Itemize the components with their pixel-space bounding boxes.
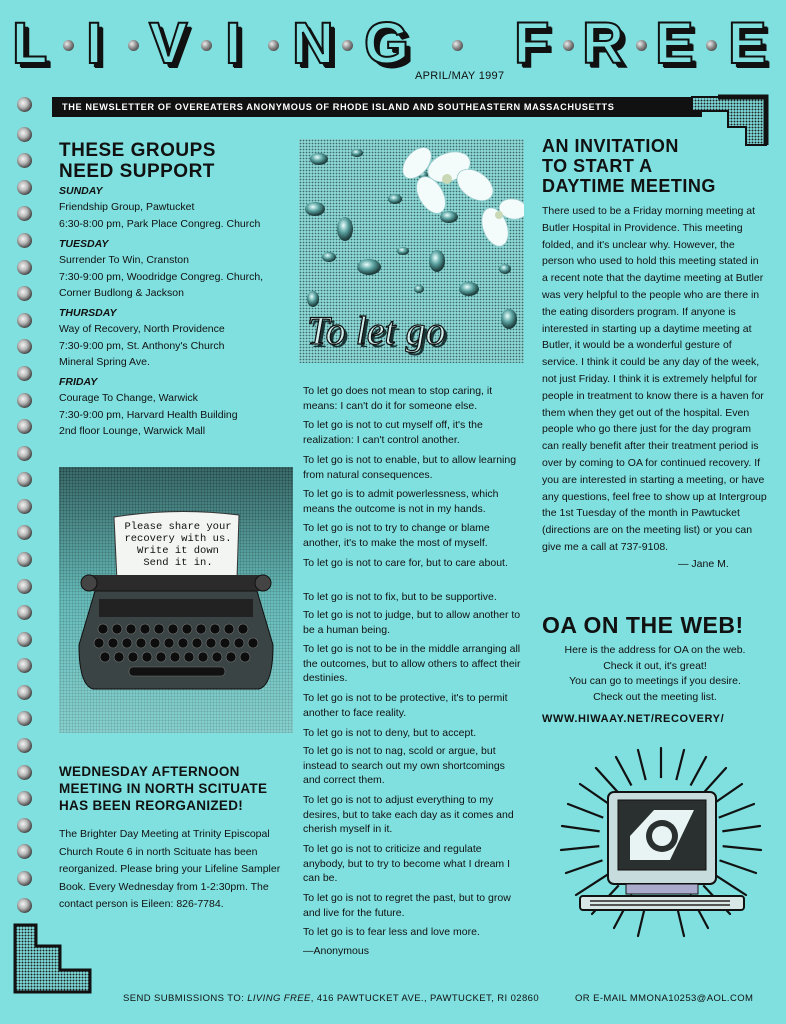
web-url-link[interactable]: WWW.HIWAAY.NET/RECOVERY/ (542, 713, 725, 725)
footer-publication: LIVING FREE (247, 993, 311, 1004)
masthead-letter: E (728, 11, 767, 76)
masthead-dot (636, 40, 647, 51)
poem-line: To let go is to admit powerlessness, which means the outcome is not in my hands. (303, 488, 499, 515)
binding-hole (17, 711, 32, 726)
group-day: THURSDAY (59, 307, 117, 319)
group-line: Surrender To Win, Cranston (59, 254, 189, 266)
masthead-dot (452, 40, 463, 51)
scituate-heading-line: HAS BEEN REORGANIZED! (59, 798, 244, 813)
web-line: Check out the meeting list. (593, 690, 717, 703)
binding-hole (17, 871, 32, 886)
group-day: TUESDAY (59, 238, 109, 250)
binding-hole (17, 898, 32, 913)
poem-line: To let go is not to cut myself off, it's the realization: I can't control another. (303, 419, 483, 446)
issue-date: APRIL/MAY 1997 (415, 70, 505, 82)
tagline-banner: THE NEWSLETTER OF OVEREATERS ANONYMOUS OF RHODE ISLAND AND SOUTHEASTERN MASSACHUSETTS (52, 97, 702, 117)
masthead-dot (706, 40, 717, 51)
footer-send-label: SEND SUBMISSIONS TO: (123, 993, 245, 1004)
group-line: 7:30-9:00 pm, Harvard Health Building (59, 408, 238, 421)
binding-hole (17, 844, 32, 859)
binding-hole (17, 180, 32, 195)
footer-email[interactable]: OR E-MAIL MMONA10253@AOL.COM (575, 993, 754, 1004)
poem-line: To let go is not to try to change or blame another, it's to make the most of myself. (303, 522, 490, 549)
group-line: Corner Budlong & Jackson (59, 287, 184, 299)
group-line: 7:30-9:00 pm, St. Anthony's Church (59, 339, 225, 352)
web-heading: OA ON THE WEB! (542, 612, 744, 638)
scituate-heading-line: WEDNESDAY AFTERNOON (59, 764, 240, 779)
typewriter-image (59, 467, 293, 733)
binding-hole (17, 472, 32, 487)
poem-line: To let go is not to criticize and regulate anybody, but to try to become what I dream I can be. (303, 843, 510, 884)
groups-heading-line: THESE GROUPS (59, 140, 216, 161)
masthead-dot (201, 40, 212, 51)
group-line: Mineral Spring Ave. (59, 356, 150, 368)
binding-hole (17, 419, 32, 434)
binding-hole (17, 393, 32, 408)
paper-line: Send it in. (143, 557, 213, 569)
masthead-dot (63, 40, 74, 51)
binding-hole (17, 260, 32, 275)
poem-line: To let go is not to deny, but to accept. (303, 727, 477, 739)
binding-hole (17, 818, 32, 833)
poem-line: To let go does not mean to stop caring, it means: I can't do it for someone else. (303, 385, 493, 412)
invitation-heading-line: TO START A (542, 156, 653, 176)
poem-line: To let go is not to care for, but to care about. (303, 557, 508, 569)
masthead-letter: I (225, 11, 242, 76)
invitation-body: There used to be a Friday morning meeting at Butler Hospital in Providence. This meeting folded, and it's unclear why. However, the person who used to hold this meeting stated in a recent note that the daytime meeting at Butler was very helpful to the people who are there in the eating disorders program. If anyone is interested in starting up a daytime meeting at Butler, it would be a wonderful gesture of service. I think it could be any day of the week, not just Friday. I think it is extremely helpful for people in treatment to know there is a haven for them when they get out of the hospital. Even people who go there just for the day program can really benefit after their treatment period is over by coming to OA for continued recovery. If you are interested in starting a meeting, or have any questions, feel free to show up at Intergroup the 1st Tuesday of the month in Pawtucket (directions are on the meeting list) or you can give me a call at 737-9108. (542, 205, 767, 553)
poem-line: To let go is not to fix, but to be supportive. (303, 591, 497, 603)
group-details (59, 199, 289, 232)
masthead-dot (268, 40, 279, 51)
binding-hole (17, 552, 32, 567)
scituate-heading-line: MEETING IN NORTH SCITUATE (59, 781, 268, 796)
binding-hole (17, 579, 32, 594)
photo-title: To let go (307, 308, 446, 353)
group-line: Friendship Group, Pawtucket (59, 201, 195, 213)
poem-author: —Anonymous (303, 945, 369, 957)
masthead-letter: I (86, 11, 103, 76)
binding-hole (17, 525, 32, 540)
masthead-dot (128, 40, 139, 51)
groups-heading (59, 140, 216, 182)
poem-line: To let go is not to adjust everything to my desires, but to take each day as it comes and cherish myself in it. (303, 794, 514, 835)
binding-hole (17, 366, 32, 381)
group-line: 6:30-8:00 pm, Park Place Congreg. Church (59, 217, 261, 230)
computer-icon (556, 740, 766, 940)
binding-hole (17, 765, 32, 780)
group-line: 7:30-9:00 pm, Woodridge Congreg. Church, (59, 270, 264, 283)
poem-line: To let go is to fear less and love more. (303, 926, 480, 938)
binding-hole (17, 685, 32, 700)
group-line: Courage To Change, Warwick (59, 392, 198, 404)
poem-line: To let go is not to enable, but to allow learning from natural consequences. (303, 454, 517, 481)
group-line: Way of Recovery, North Providence (59, 323, 225, 335)
stairs-decoration (12, 922, 94, 996)
masthead-dot (342, 40, 353, 51)
scituate-body: The Brighter Day Meeting at Trinity Episcopal Church Route 6 in north Scituate has been reorganized. Please bring your Lifeline Sampler Book. Every Wednesday from 1-2:30pm. The contact person is Eileen: 826-7784. (59, 828, 281, 910)
invitation-heading (542, 136, 716, 196)
flower-photo (299, 139, 524, 363)
group-day: FRIDAY (59, 376, 98, 388)
footer-address: , 416 PAWTUCKET AVE., PAWTUCKET, RI 02860 (310, 993, 540, 1004)
binding-hole (17, 153, 32, 168)
poem-line: To let go is not to nag, scold or argue, but instead to search out my own shortcomings and correct them. (303, 745, 505, 786)
web-line: Here is the address for OA on the web. (564, 644, 746, 656)
binding-hole (17, 738, 32, 753)
scituate-heading (59, 763, 267, 814)
invitation-heading-line: AN INVITATION (542, 136, 679, 156)
footer-submissions (123, 993, 539, 1004)
binding-hole (17, 97, 32, 112)
masthead-letter: R (582, 11, 624, 76)
binding-hole (17, 632, 32, 647)
group-details (59, 390, 289, 440)
binding-hole (17, 791, 32, 806)
group-line: 2nd floor Lounge, Warwick Mall (59, 425, 206, 437)
masthead-dot (563, 40, 574, 51)
typewriter-illustration (59, 467, 293, 733)
typewriter-paper-text (121, 521, 235, 569)
paper-line: Write it down (137, 545, 219, 557)
binding-hole (17, 313, 32, 328)
binding-hole (17, 233, 32, 248)
binding-hole (17, 658, 32, 673)
binding-hole (17, 206, 32, 221)
binding-hole (17, 286, 32, 301)
poem-line: To let go is not to judge, but to allow another to be a human being. (303, 609, 521, 636)
masthead-letter: L (12, 11, 48, 76)
web-text (542, 643, 768, 705)
binding-hole (17, 339, 32, 354)
poem-line: To let go is not to be in the middle arranging all the outcomes, but to allow others to affect their destinies. (303, 643, 521, 684)
group-details (59, 321, 289, 371)
paper-line: Please share your (124, 521, 232, 533)
web-line: You can go to meetings if you desire. (569, 675, 741, 687)
masthead-letter: V (149, 11, 188, 76)
masthead-letter: G (364, 11, 410, 76)
invitation-signature: — Jane M. (678, 558, 729, 570)
binding-hole (17, 446, 32, 461)
group-details (59, 252, 289, 302)
groups-heading-line: NEED SUPPORT (59, 161, 215, 182)
binding-hole (17, 127, 32, 142)
web-line: Check it out, it's great! (603, 659, 707, 672)
masthead-letter: E (655, 11, 694, 76)
poem-line: To let go is not to be protective, it's to permit another to face reality. (303, 692, 508, 719)
paper-line: recovery with us. (124, 533, 232, 545)
masthead-letter: N (292, 11, 334, 76)
binding-hole (17, 605, 32, 620)
invitation-heading-line: DAYTIME MEETING (542, 176, 716, 196)
poem-line: To let go is not to regret the past, but to grow and live for the future. (303, 892, 511, 919)
binding-hole (17, 499, 32, 514)
masthead-letter: F (514, 11, 550, 76)
group-day: SUNDAY (59, 185, 103, 197)
